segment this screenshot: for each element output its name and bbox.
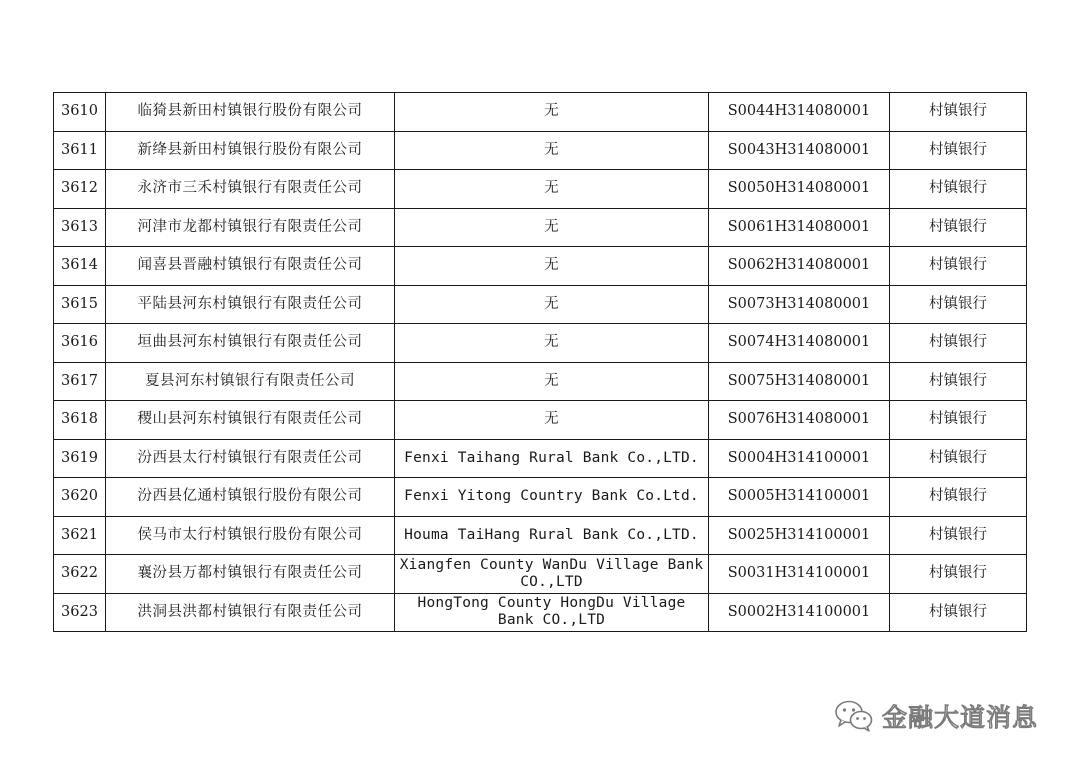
row-number-cell: 3617	[54, 362, 106, 401]
institution-code-cell: S0076H314080001	[709, 401, 890, 440]
row-number-cell: 3615	[54, 285, 106, 324]
bank-name-cell: 汾西县亿通村镇银行股份有限公司	[106, 478, 395, 517]
wechat-icon	[834, 699, 874, 733]
institution-type-cell: 村镇银行	[890, 247, 1027, 286]
bank-registry-table	[53, 92, 1027, 632]
row-number-cell: 3610	[54, 93, 106, 132]
institution-type-cell: 村镇银行	[890, 285, 1027, 324]
table-row	[54, 478, 1027, 517]
bank-name-cell: 洪洞县洪都村镇银行有限责任公司	[106, 593, 395, 632]
bank-name-cell: 襄汾县万都村镇银行有限责任公司	[106, 555, 395, 594]
institution-type-cell: 村镇银行	[890, 439, 1027, 478]
table-row	[54, 439, 1027, 478]
english-name-cell: HongTong County HongDu Village Bank CO.,LTD	[395, 593, 709, 632]
row-number-cell: 3622	[54, 555, 106, 594]
institution-code-cell: S0031H314100001	[709, 555, 890, 594]
institution-code-cell: S0044H314080001	[709, 93, 890, 132]
institution-code-cell: S0073H314080001	[709, 285, 890, 324]
institution-type-cell: 村镇银行	[890, 170, 1027, 209]
institution-type-cell: 村镇银行	[890, 208, 1027, 247]
institution-type-cell: 村镇银行	[890, 478, 1027, 517]
table-row	[54, 593, 1027, 632]
institution-code-cell: S0004H314100001	[709, 439, 890, 478]
watermark-text: 金融大道消息	[882, 703, 1039, 732]
institution-code-cell: S0050H314080001	[709, 170, 890, 209]
institution-code-cell: S0002H314100001	[709, 593, 890, 632]
bank-name-cell: 垣曲县河东村镇银行有限责任公司	[106, 324, 395, 363]
table-row	[54, 324, 1027, 363]
institution-code-cell: S0062H314080001	[709, 247, 890, 286]
row-number-cell: 3612	[54, 170, 106, 209]
english-name-cell: 无	[395, 285, 709, 324]
institution-type-cell: 村镇银行	[890, 362, 1027, 401]
bank-name-cell: 闻喜县晋融村镇银行有限责任公司	[106, 247, 395, 286]
institution-type-cell: 村镇银行	[890, 555, 1027, 594]
bank-name-cell: 河津市龙都村镇银行有限责任公司	[106, 208, 395, 247]
english-name-cell: Fenxi Yitong Country Bank Co.Ltd.	[395, 478, 709, 517]
english-name-cell: 无	[395, 324, 709, 363]
table-row	[54, 401, 1027, 440]
row-number-cell: 3620	[54, 478, 106, 517]
bank-name-cell: 临猗县新田村镇银行股份有限公司	[106, 93, 395, 132]
row-number-cell: 3614	[54, 247, 106, 286]
institution-code-cell: S0075H314080001	[709, 362, 890, 401]
table-row	[54, 555, 1027, 594]
institution-code-cell: S0025H314100001	[709, 516, 890, 555]
english-name-cell: Fenxi Taihang Rural Bank Co.,LTD.	[395, 439, 709, 478]
institution-type-cell: 村镇银行	[890, 131, 1027, 170]
english-name-cell: 无	[395, 247, 709, 286]
english-name-cell: 无	[395, 93, 709, 132]
institution-type-cell: 村镇银行	[890, 93, 1027, 132]
bank-name-cell: 夏县河东村镇银行有限责任公司	[106, 362, 395, 401]
row-number-cell: 3618	[54, 401, 106, 440]
english-name-cell: Xiangfen County WanDu Village Bank CO.,LTD	[395, 555, 709, 594]
watermark	[834, 696, 1038, 736]
english-name-cell: 无	[395, 401, 709, 440]
english-name-cell: 无	[395, 170, 709, 209]
institution-type-cell: 村镇银行	[890, 324, 1027, 363]
institution-code-cell: S0005H314100001	[709, 478, 890, 517]
english-name-cell: 无	[395, 362, 709, 401]
table-row	[54, 516, 1027, 555]
english-name-cell: Houma TaiHang Rural Bank Co.,LTD.	[395, 516, 709, 555]
table-row	[54, 131, 1027, 170]
table-body	[54, 93, 1027, 632]
row-number-cell: 3611	[54, 131, 106, 170]
table-row	[54, 247, 1027, 286]
institution-type-cell: 村镇银行	[890, 593, 1027, 632]
table-row	[54, 362, 1027, 401]
bank-name-cell: 永济市三禾村镇银行有限责任公司	[106, 170, 395, 209]
bank-name-cell: 侯马市太行村镇银行股份有限公司	[106, 516, 395, 555]
table-row	[54, 285, 1027, 324]
institution-code-cell: S0043H314080001	[709, 131, 890, 170]
row-number-cell: 3613	[54, 208, 106, 247]
row-number-cell: 3616	[54, 324, 106, 363]
bank-name-cell: 平陆县河东村镇银行有限责任公司	[106, 285, 395, 324]
bank-name-cell: 新绛县新田村镇银行股份有限公司	[106, 131, 395, 170]
english-name-cell: 无	[395, 131, 709, 170]
bank-name-cell: 汾西县太行村镇银行有限责任公司	[106, 439, 395, 478]
institution-code-cell: S0061H314080001	[709, 208, 890, 247]
institution-code-cell: S0074H314080001	[709, 324, 890, 363]
table-row	[54, 93, 1027, 132]
row-number-cell: 3619	[54, 439, 106, 478]
row-number-cell: 3621	[54, 516, 106, 555]
bank-name-cell: 稷山县河东村镇银行有限责任公司	[106, 401, 395, 440]
institution-type-cell: 村镇银行	[890, 516, 1027, 555]
english-name-cell: 无	[395, 208, 709, 247]
table-row	[54, 208, 1027, 247]
row-number-cell: 3623	[54, 593, 106, 632]
table-row	[54, 170, 1027, 209]
institution-type-cell: 村镇银行	[890, 401, 1027, 440]
